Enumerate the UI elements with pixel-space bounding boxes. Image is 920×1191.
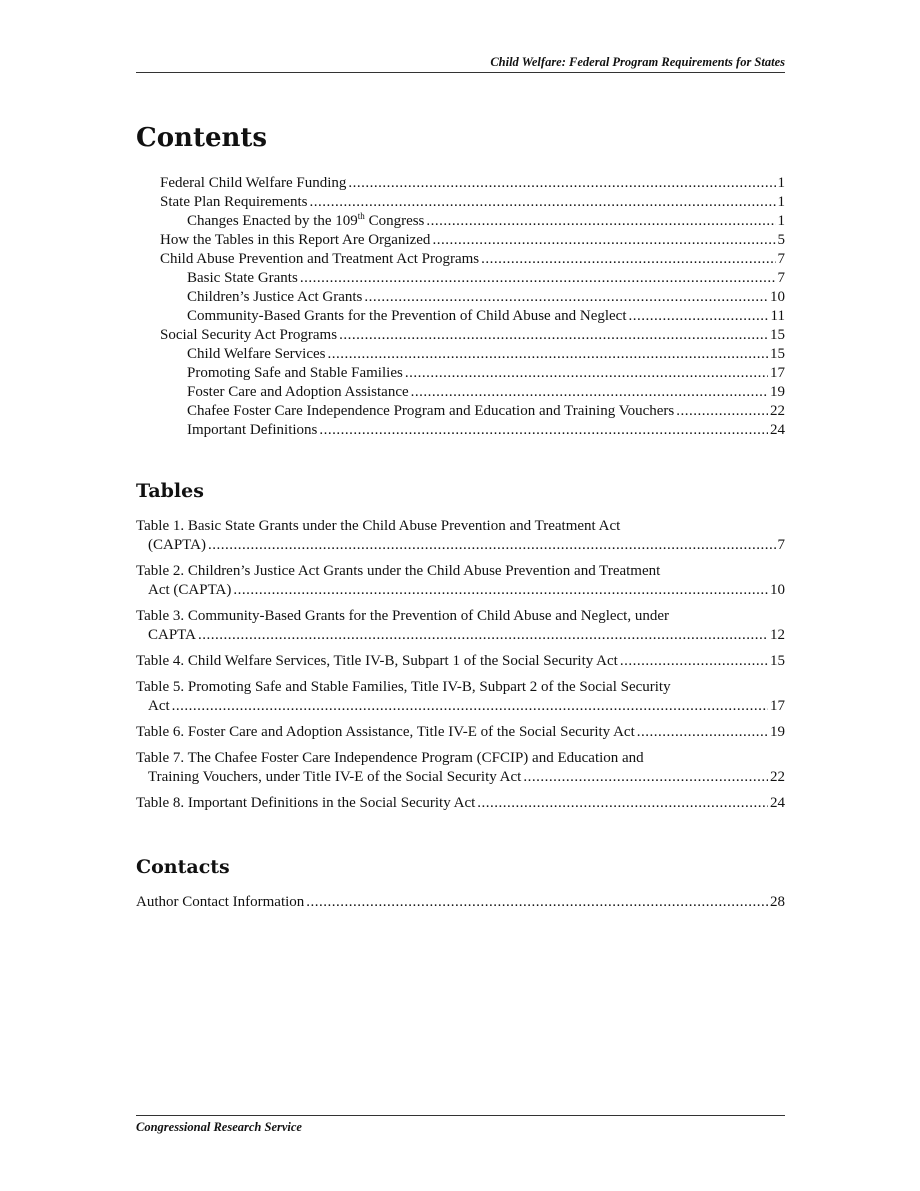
table-entry-page: 24	[770, 795, 785, 811]
table-entry-page: 15	[770, 653, 785, 669]
table-list-entry[interactable]	[136, 749, 785, 787]
toc-entry-page: 7	[777, 251, 785, 267]
table-list-entry[interactable]	[136, 652, 785, 671]
dot-leader	[481, 250, 775, 269]
toc-entry-title: Children’s Justice Act Grants	[187, 289, 363, 305]
contacts-list	[136, 893, 785, 912]
dot-leader	[364, 288, 768, 307]
toc-entry[interactable]	[160, 307, 785, 326]
tables-list	[136, 517, 785, 820]
table-entry-line: Act (CAPTA)	[148, 582, 232, 598]
dot-leader	[523, 768, 768, 787]
table-entry-page: 10	[770, 582, 785, 598]
table-entry-page: 19	[770, 724, 785, 740]
toc-entry-page: 11	[770, 308, 785, 324]
table-list-entry[interactable]	[136, 723, 785, 742]
toc-entry[interactable]	[160, 402, 785, 421]
dot-leader	[637, 723, 768, 742]
dot-leader	[172, 697, 768, 716]
dot-leader	[426, 212, 775, 231]
table-entry-line: Table 6. Foster Care and Adoption Assistance, Title IV-E of the Social Security Act	[136, 724, 635, 740]
contents-heading: Contents	[136, 123, 268, 153]
toc-entry-title: Federal Child Welfare Funding	[160, 175, 347, 191]
ordinal-superscript: th	[357, 211, 365, 221]
dot-leader	[339, 326, 768, 345]
table-entry-page: 7	[777, 537, 785, 553]
toc-entry[interactable]	[160, 345, 785, 364]
toc-entry-page: 17	[770, 365, 785, 381]
toc-entry-title: Child Welfare Services	[187, 346, 326, 362]
toc-entry[interactable]	[160, 421, 785, 440]
contacts-heading: Contacts	[136, 856, 230, 878]
toc-entry-page: 1	[777, 213, 785, 229]
toc-entry[interactable]	[160, 288, 785, 307]
toc-entry-page: 15	[770, 346, 785, 362]
toc-entry[interactable]	[160, 250, 785, 269]
toc-entry-title: Child Abuse Prevention and Treatment Act Programs	[160, 251, 480, 267]
table-entry-line: Table 1. Basic State Grants under the Child Abuse Prevention and Treatment Act	[136, 518, 621, 534]
table-list-entry[interactable]	[136, 678, 785, 716]
toc-entry-title	[187, 212, 424, 231]
toc-entry-title: How the Tables in this Report Are Organized	[160, 232, 431, 248]
toc-entry-page: 5	[777, 232, 785, 248]
table-entry-page: 22	[770, 769, 785, 785]
toc-entry-title: Chafee Foster Care Independence Program and Education and Training Vouchers	[187, 403, 675, 419]
table-entry-line: CAPTA	[148, 627, 196, 643]
dot-leader	[198, 626, 768, 645]
dot-leader	[233, 581, 768, 600]
toc-entry-title: Author Contact Information	[136, 894, 305, 910]
table-entry-line: Table 4. Child Welfare Services, Title IV-B, Subpart 1 of the Social Security Act	[136, 653, 618, 669]
toc-entry-title: Important Definitions	[187, 422, 318, 438]
table-list-entry[interactable]	[136, 607, 785, 645]
toc-entry-title-part: Congress	[364, 213, 425, 229]
toc-entry-page: 19	[770, 384, 785, 400]
toc-entry-title: Promoting Safe and Stable Families	[187, 365, 403, 381]
table-entry-line: (CAPTA)	[148, 537, 206, 553]
table-entry-line: Table 2. Children’s Justice Act Grants under the Child Abuse Prevention and Treatment	[136, 563, 661, 579]
toc-entry-title: Basic State Grants	[187, 270, 298, 286]
table-entry-line: Training Vouchers, under Title IV-E of the Social Security Act	[148, 769, 522, 785]
tables-heading: Tables	[136, 480, 204, 502]
dot-leader	[676, 402, 768, 421]
table-list-entry[interactable]	[136, 517, 785, 555]
dot-leader	[208, 536, 776, 555]
toc-entry-page: 1	[777, 194, 785, 210]
toc-entry[interactable]	[160, 383, 785, 402]
dot-leader	[405, 364, 768, 383]
contents-list	[160, 174, 785, 440]
table-entry-line: Table 8. Important Definitions in the Social Security Act	[136, 795, 476, 811]
dot-leader	[306, 893, 768, 912]
toc-entry-page: 7	[777, 270, 785, 286]
table-entry-line: Table 5. Promoting Safe and Stable Families, Title IV-B, Subpart 2 of the Social Security	[136, 679, 671, 695]
dot-leader	[327, 345, 768, 364]
table-list-entry[interactable]	[136, 794, 785, 813]
toc-entry[interactable]	[160, 212, 785, 231]
dot-leader	[629, 307, 769, 326]
toc-entry-title: Foster Care and Adoption Assistance	[187, 384, 409, 400]
table-entry-page: 12	[770, 627, 785, 643]
dot-leader	[319, 421, 768, 440]
toc-entry-page: 24	[770, 422, 785, 438]
toc-entry[interactable]	[160, 269, 785, 288]
table-entry-line: Table 3. Community-Based Grants for the Prevention of Child Abuse and Neglect, under	[136, 608, 670, 624]
dot-leader	[300, 269, 776, 288]
toc-entry-page: 15	[770, 327, 785, 343]
toc-entry[interactable]	[160, 193, 785, 212]
toc-entry[interactable]	[160, 364, 785, 383]
table-entry-line: Act	[148, 698, 170, 714]
toc-entry-page: 1	[777, 175, 785, 191]
toc-entry[interactable]	[160, 174, 785, 193]
toc-entry[interactable]	[160, 326, 785, 345]
running-header: Child Welfare: Federal Program Requirements for States	[490, 55, 785, 69]
toc-entry-title: Social Security Act Programs	[160, 327, 338, 343]
dot-leader	[309, 193, 775, 212]
toc-entry-page: 10	[770, 289, 785, 305]
toc-entry[interactable]	[136, 893, 785, 912]
toc-entry[interactable]	[160, 231, 785, 250]
dot-leader	[477, 794, 768, 813]
footer-rule	[136, 1115, 785, 1116]
dot-leader	[411, 383, 768, 402]
table-list-entry[interactable]	[136, 562, 785, 600]
dot-leader	[348, 174, 775, 193]
running-footer: Congressional Research Service	[136, 1120, 302, 1134]
dot-leader	[620, 652, 768, 671]
dot-leader	[432, 231, 775, 250]
toc-entry-title: State Plan Requirements	[160, 194, 308, 210]
table-entry-line: Table 7. The Chafee Foster Care Independence Program (CFCIP) and Education and	[136, 750, 644, 766]
toc-entry-page: 22	[770, 403, 785, 419]
header-rule	[136, 72, 785, 73]
toc-entry-title-part: Changes Enacted by the 109	[187, 213, 358, 229]
toc-entry-title: Community-Based Grants for the Prevention of Child Abuse and Neglect	[187, 308, 627, 324]
toc-entry-page: 28	[770, 894, 785, 910]
table-entry-page: 17	[770, 698, 785, 714]
